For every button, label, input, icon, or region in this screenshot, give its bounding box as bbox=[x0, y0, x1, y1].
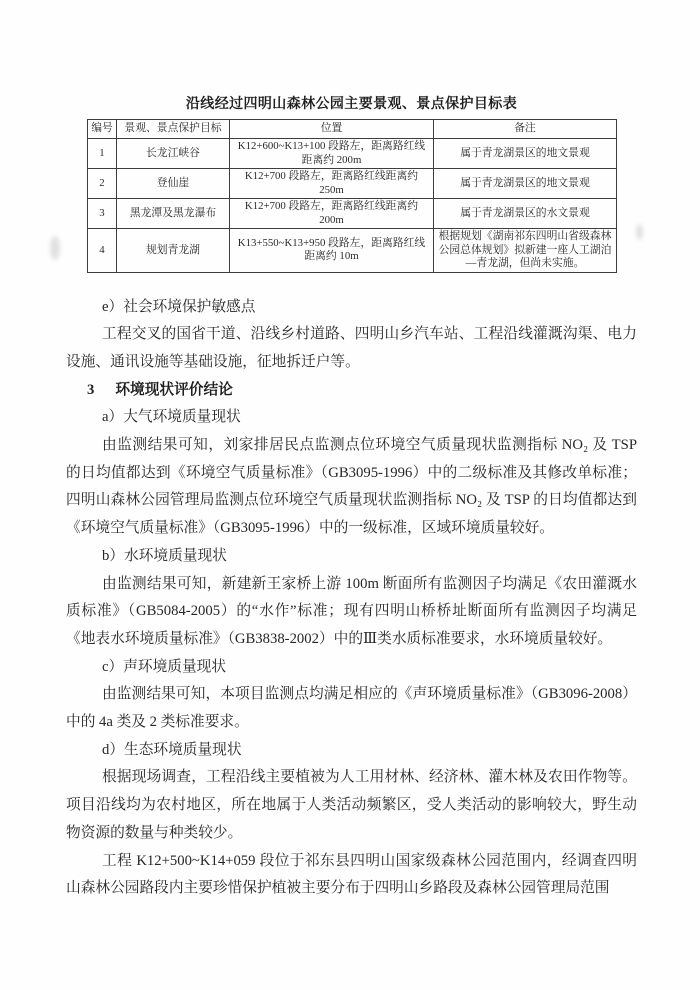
cell-location: K12+700 段路左，距离路红线距离约 250m bbox=[230, 169, 434, 199]
cell-location: K12+600~K13+100 段路左，距离路红线距离约 200m bbox=[230, 139, 434, 169]
cell-target: 登仙崖 bbox=[117, 169, 230, 199]
cell-target: 规划青龙湖 bbox=[117, 229, 230, 273]
table-row bbox=[88, 199, 617, 229]
paragraph-ecology: 根据现场调查，工程沿线主要植被为人工用材林、经济林、灌木林及农田作物等。项目沿线均为农村地区，所在地属于人类活动频繁区，受人类活动的影响较大，野生动物资源的数量与种类较少。 bbox=[66, 769, 637, 841]
cell-remark: 属于青龙湖景区的地文景观 bbox=[434, 139, 617, 169]
body-text bbox=[66, 294, 637, 903]
table-row bbox=[88, 229, 617, 273]
cell-target: 黑龙潭及黑龙瀑布 bbox=[117, 199, 230, 229]
table-header-row bbox=[88, 120, 617, 139]
paragraph-social: 工程交叉的国省干道、沿线乡村道路、四明山乡汽车站、工程沿线灌溉沟渠、电力设施、通讯设施等基础设施，征地拆迁户等。 bbox=[66, 326, 637, 370]
subheading-e: e）社会环境保护敏感点 bbox=[102, 298, 256, 315]
paragraph-forest-park: 工程 K12+500~K14+059 段位于祁东县四明山国家级森林公园范围内，经调查四明山森林公园路段内主要珍惜保护植被主要分布于四明山乡路段及森林公园管理局范围 bbox=[66, 852, 637, 897]
subheading-d: d）生态环境质量现状 bbox=[102, 741, 242, 758]
cell-number: 3 bbox=[88, 199, 117, 229]
paragraph-water: 由监测结果可知，新建新王家桥上游 100m 断面所有监测因子均满足《农田灌溉水质标准》（GB5084-2005）的“水作”标准；现有四明山桥桥址断面所有监测因子均满足《地表水环境质量标准》（GB3838-2002）中的Ⅲ类水质标准要求，水环境质量较好。 bbox=[66, 575, 637, 647]
section-title: 环境现状评价结论 bbox=[115, 381, 233, 398]
section-heading bbox=[66, 377, 637, 405]
header-cell-number: 编号 bbox=[88, 120, 117, 139]
scan-artifact-right bbox=[636, 224, 643, 240]
table-row bbox=[88, 169, 617, 199]
cell-number: 2 bbox=[88, 169, 117, 199]
cell-location: K12+700 段路左，距离路红线距离约 200m bbox=[230, 199, 434, 229]
subheading-c: c）声环境质量现状 bbox=[102, 658, 227, 675]
cell-number: 4 bbox=[88, 229, 117, 273]
cell-number: 1 bbox=[88, 139, 117, 169]
header-cell-remark: 备注 bbox=[434, 120, 617, 139]
cell-target: 长龙江峡谷 bbox=[117, 139, 230, 169]
paragraph-noise: 由监测结果可知，本项目监测点均满足相应的《声环境质量标准》（GB3096-2008）中的 4a 类及 2 类标准要求。 bbox=[66, 686, 637, 731]
page-content bbox=[66, 91, 637, 903]
subheading-a: a）大气环境质量现状 bbox=[102, 409, 241, 426]
scan-artifact-left bbox=[50, 236, 60, 260]
table-row bbox=[88, 139, 617, 169]
paragraph-air: 由监测结果可知，刘家排居民点监测点位环境空气质量现状监测指标 NO₂ 及 TSP 的日均值都达到《环境空气质量标准》（GB3095-1996）中的二级标准及其修改单标准；四明山森林公园管理局监测点位环境空气质量现状监测指标 NO₂ 及 TSP 的日均值都达到《环境空气质量标准》（GB3095-1996）中的一级标准，区域环境质量较好。 bbox=[66, 437, 637, 537]
cell-location: K13+550~K13+950 段路左，距离路红线距离约 10m bbox=[230, 229, 434, 273]
table-title: 沿线经过四明山森林公园主要景观、景点保护目标表 bbox=[185, 97, 518, 112]
subheading-b: b）水环境质量现状 bbox=[102, 547, 227, 564]
section-number: 3 bbox=[87, 381, 95, 398]
cell-remark: 属于青龙湖景区的水文景观 bbox=[434, 199, 617, 229]
cell-remark: 根据规划《湖南祁东四明山省级森林公园总体规划》拟新建一座人工湖泊—青龙湖，但尚未实施。 bbox=[434, 229, 617, 273]
cell-remark: 属于青龙湖景区的地文景观 bbox=[434, 169, 617, 199]
protection-targets-table bbox=[87, 119, 617, 273]
header-cell-target: 景观、景点保护目标 bbox=[117, 120, 230, 139]
header-cell-location: 位置 bbox=[230, 120, 434, 139]
